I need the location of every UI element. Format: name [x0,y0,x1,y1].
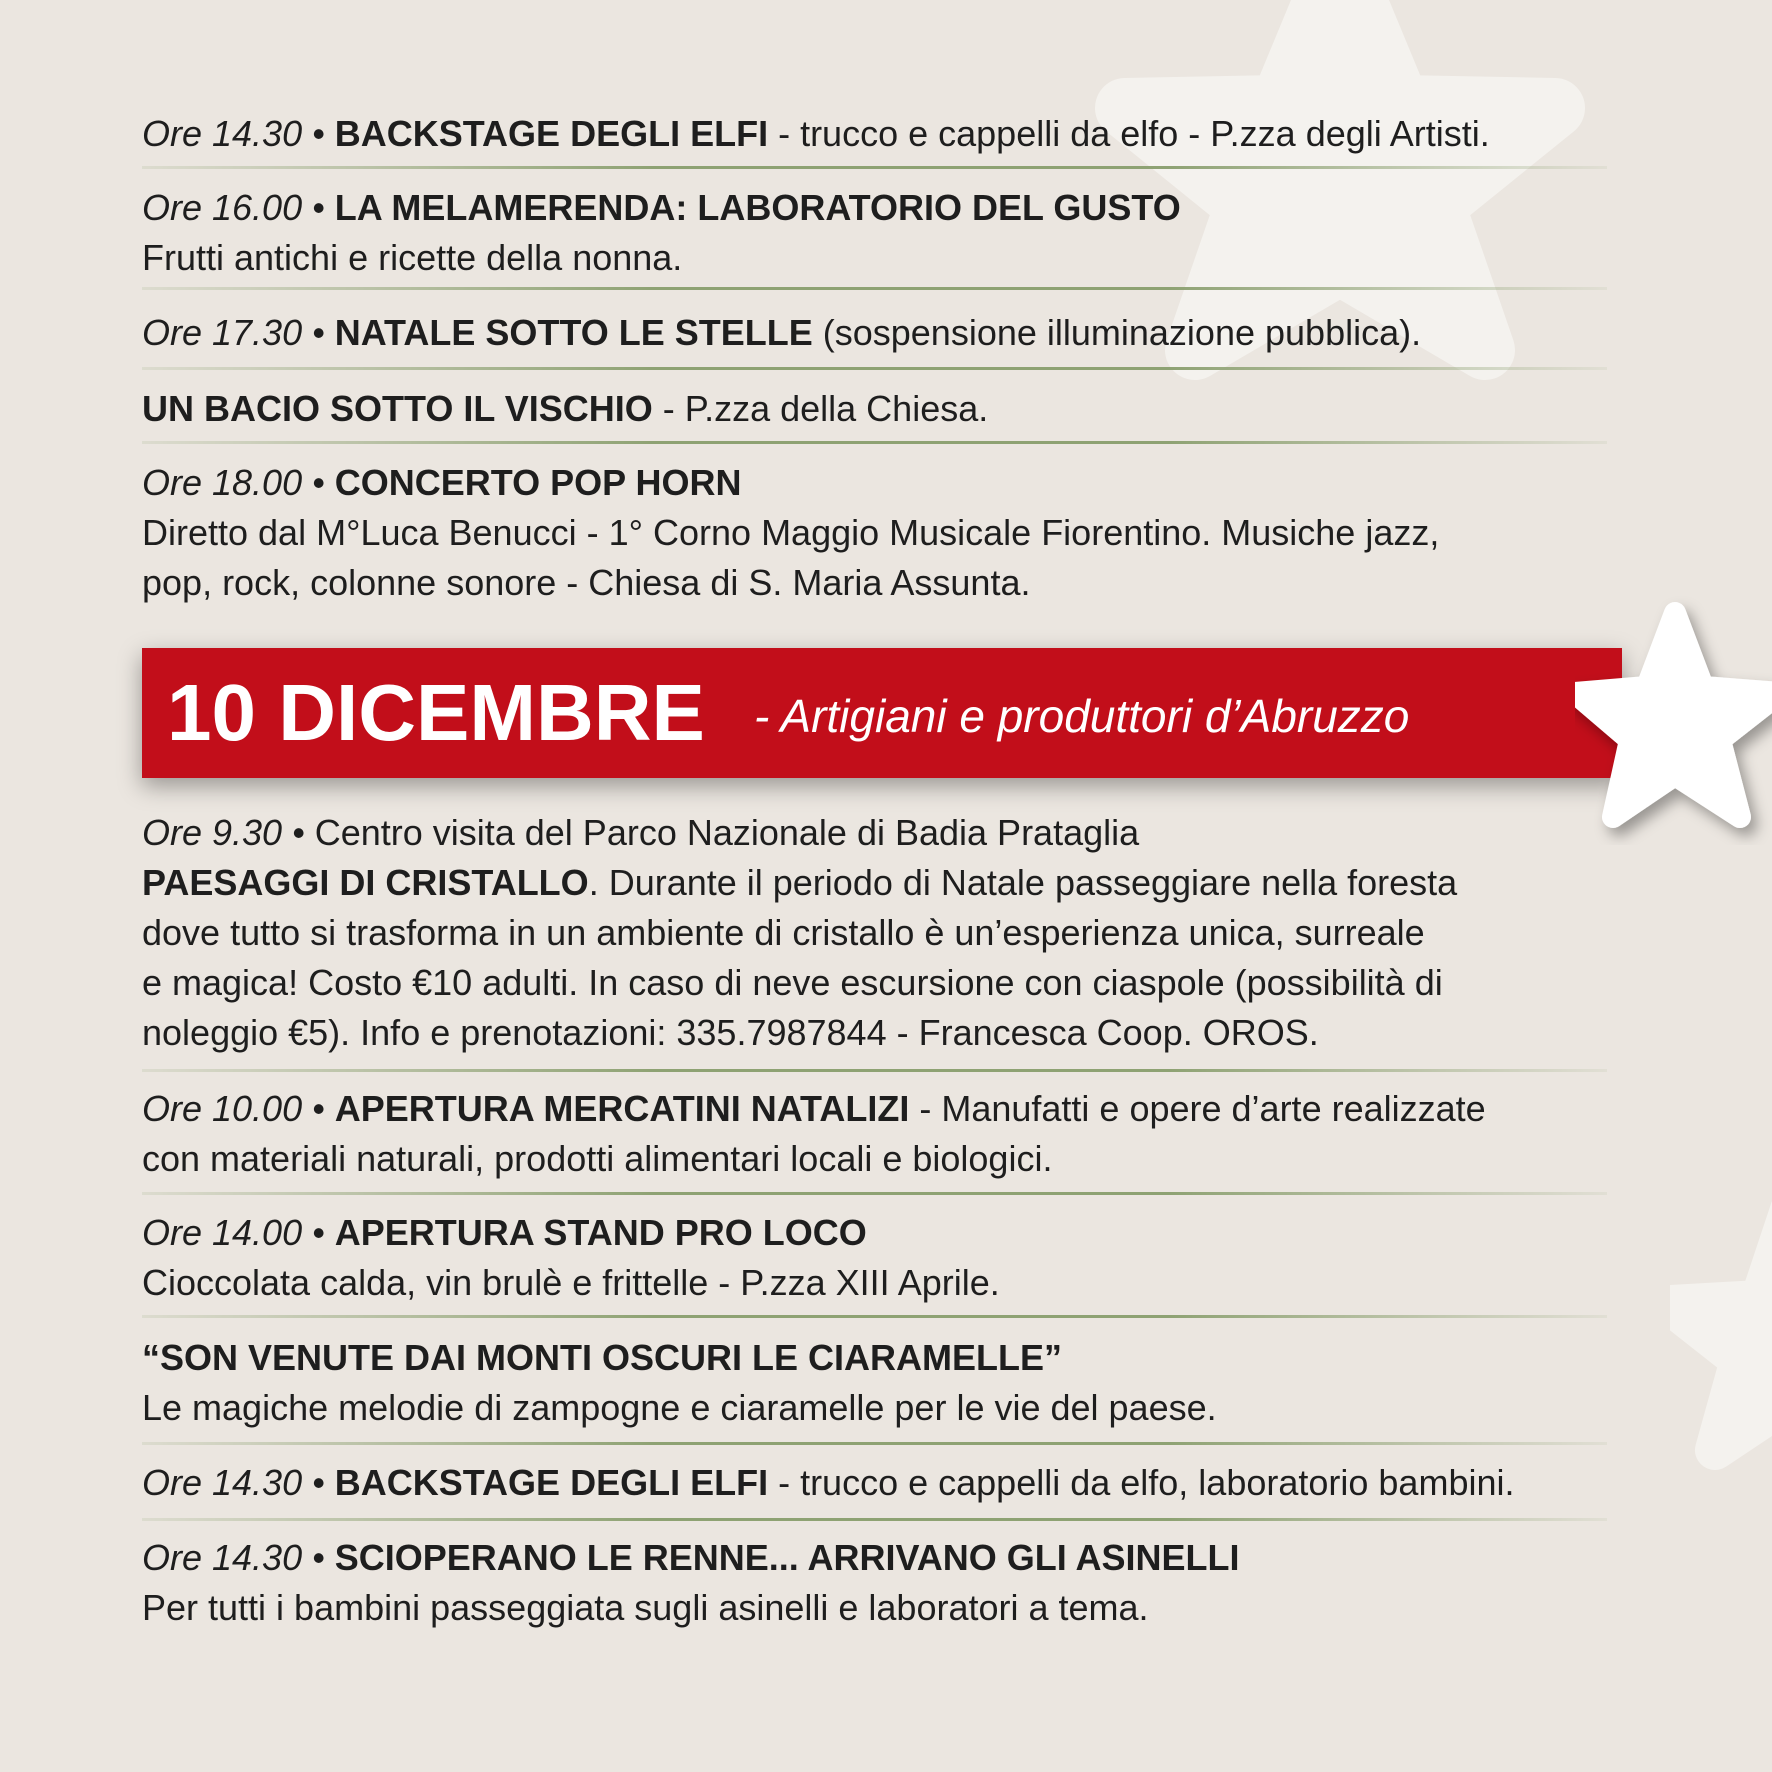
event-description: . Durante il periodo di Natale passeggiare nella foresta [588,862,1458,903]
event-description: dove tutto si trasforma in un ambiente di cristallo è un’esperienza unica, surreale [142,912,1425,953]
event-description: Diretto dal M°Luca Benucci - 1° Corno Maggio Musicale Fiorentino. Musiche jazz, [142,512,1440,553]
separator-line [142,367,1607,370]
event-description: Le magiche melodie di zampogne e ciaramelle per le vie del paese. [142,1387,1217,1428]
day-subtitle: - Artigiani e produttori d’Abruzzo [754,690,1410,742]
separator-line [142,1518,1607,1521]
event-melamerenda [142,183,1672,283]
event-time: Ore 18.00 • [142,462,325,503]
event-stand-pro-loco [142,1208,1672,1308]
event-paesaggi-di-cristallo [142,808,1672,1058]
event-backstage-elfi-2 [142,1458,1672,1508]
event-title: PAESAGGI DI CRISTALLO [142,862,589,903]
event-location: Centro visita del Parco Nazionale di Badia Prataglia [304,812,1140,853]
separator-line [142,166,1607,169]
separator-line [142,1069,1607,1072]
event-bacio-vischio [142,384,1672,434]
event-title: BACKSTAGE DEGLI ELFI [334,1462,769,1503]
event-time: Ore 14.30 • [142,1462,325,1503]
separator-line [142,287,1607,290]
separator-line [142,1192,1607,1195]
day-header-banner [142,648,1622,778]
event-description: e magica! Costo €10 adulti. In caso di neve escursione con ciaspole (possibilità di [142,962,1443,1003]
event-description: pop, rock, colonne sonore - Chiesa di S. Maria Assunta. [142,562,1031,603]
event-description: Frutti antichi e ricette della nonna. [142,237,683,278]
event-time: Ore 14.00 • [142,1212,325,1253]
event-time: Ore 14.30 • [142,1537,325,1578]
event-description: Cioccolata calda, vin brulè e frittelle - P.zza XIII Aprile. [142,1262,1000,1303]
separator-line [142,441,1607,444]
day-title: 10 DICEMBRE [167,668,705,757]
event-description: - trucco e cappelli da elfo - P.zza degli Artisti. [768,113,1490,154]
event-natale-sotto-le-stelle [142,308,1672,358]
event-title: NATALE SOTTO LE STELLE [334,312,813,353]
event-description: (sospensione illuminazione pubblica). [812,312,1422,353]
event-time: Ore 17.30 • [142,312,325,353]
event-title: CONCERTO POP HORN [334,462,742,503]
event-concerto-pop-horn [142,458,1672,608]
event-description: - Manufatti e opere d’arte realizzate [909,1088,1486,1129]
event-mercatini-natalizi [142,1084,1672,1184]
event-time: Ore 14.30 • [142,113,325,154]
separator-line [142,1442,1607,1445]
event-description: noleggio €5). Info e prenotazioni: 335.7987844 - Francesca Coop. OROS. [142,1012,1319,1053]
event-description: - trucco e cappelli da elfo, laboratorio bambini. [768,1462,1515,1503]
event-time: Ore 9.30 • [142,812,305,853]
event-description: Per tutti i bambini passeggiata sugli asinelli e laboratori a tema. [142,1587,1149,1628]
event-asinelli [142,1533,1672,1633]
event-title: SCIOPERANO LE RENNE... ARRIVANO GLI ASINELLI [334,1537,1240,1578]
event-ciaramelle [142,1333,1672,1433]
event-backstage-elfi [142,109,1672,159]
event-title: APERTURA STAND PRO LOCO [334,1212,867,1253]
separator-line [142,1315,1607,1318]
event-time: Ore 10.00 • [142,1088,325,1129]
event-title: LA MELAMERENDA: LABORATORIO DEL GUSTO [334,187,1181,228]
event-title: BACKSTAGE DEGLI ELFI [334,113,769,154]
event-description: - P.zza della Chiesa. [652,388,989,429]
event-title: UN BACIO SOTTO IL VISCHIO [142,388,653,429]
event-description: con materiali naturali, prodotti alimentari locali e biologici. [142,1138,1053,1179]
event-title: APERTURA MERCATINI NATALIZI [334,1088,910,1129]
event-time: Ore 16.00 • [142,187,325,228]
event-title: “SON VENUTE DAI MONTI OSCURI LE CIARAMELLE” [142,1337,1063,1378]
